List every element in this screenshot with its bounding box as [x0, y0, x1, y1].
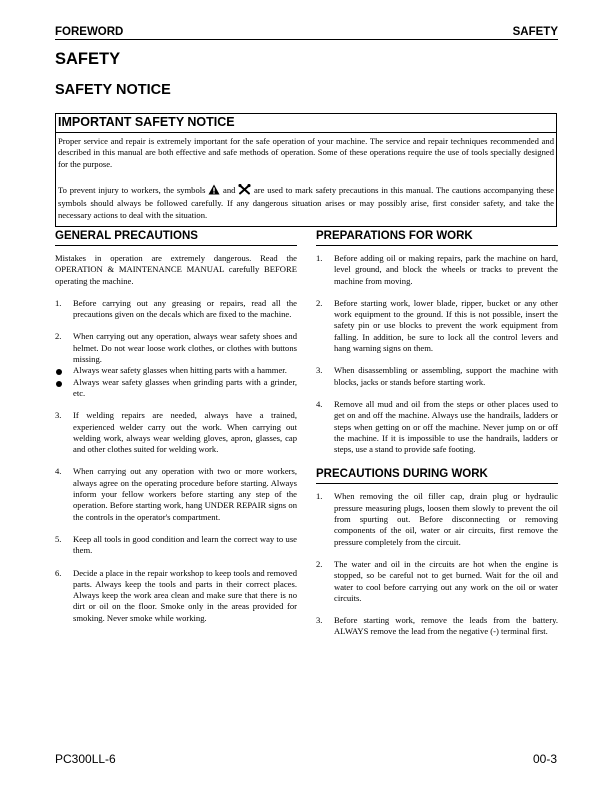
notice-divider: [56, 132, 556, 133]
preparations-heading: PREPARATIONS FOR WORK: [316, 229, 558, 246]
wrench-crossed-icon: [238, 184, 251, 198]
preparations-list: [316, 253, 558, 455]
general-list: [55, 298, 297, 365]
notice-p2-start: To prevent injury to workers, the symbols: [58, 185, 206, 195]
list-item: 2. Before starting work, lower blade, ripper, bucket or any other work equipment to the ground. If this is not possible, insert the safety pin or use blocks to prevent the work equipment from falling. In addition, be sure to lock all the control levers and hang warning signs on them.: [316, 297, 558, 354]
list-item: 1. When removing the oil filler cap, drain plug or hydraulic pressure measuring plugs, loosen them slowly to prevent the oil from spurting out. Before disconnecting or removing components of the oil, water or air circuits, first remove the pressure completely from the circuit.: [316, 491, 558, 547]
footer-model: PC300LL-6: [55, 752, 116, 766]
header-section: FOREWORD: [55, 26, 124, 38]
general-intro: Mistakes in operation are extremely dangerous. Read the OPERATION & MAINTENANCE MANUAL carefully BEFORE operating the machine.: [55, 253, 297, 286]
during-work-heading: PRECAUTIONS DURING WORK: [316, 467, 558, 484]
bullet-item: Always wear safety glasses when hitting parts with a hammer.: [55, 365, 297, 376]
list-item: 4. When carrying out any operation with two or more workers, always agree on the operating procedure before starting. Always inform your fellow workers before starting any step of the operation. Before starting work, hang UNDER REPAIR signs on the controls in the operator's compartment.: [55, 466, 297, 522]
list-item: 1. Before carrying out any greasing or repairs, read all the precautions given on the decals which are fixed to the machine.: [55, 297, 297, 320]
header-topic: SAFETY: [512, 26, 558, 38]
notice-paragraph-2: [58, 184, 554, 221]
notice-paragraph-1: Proper service and repair is extremely important for the safe operation of your machine. The service and repair techniques recommended and described in this manual are both effective and safe methods of operation. Some of these operations require the use of tools specially designed for the purpose.: [58, 136, 554, 169]
list-item: 1. Before adding oil or making repairs, park the machine on hard, level ground, and block the wheels or tracks to prevent the machine from moving.: [316, 253, 558, 286]
list-item: 4. Remove all mud and oil from the steps or other places used to get on and off the machine. Always use the handrails, ladders or steps when getting on or off the machine. Never jump on or off the machine. If it is impossible to use the handrails, ladders or steps, use a stand to provide safe footing.: [316, 398, 558, 455]
list-item: 5. Keep all tools in good condition and learn the correct way to use them.: [55, 533, 297, 556]
general-precautions-heading: GENERAL PRECAUTIONS: [55, 229, 297, 246]
notice-p2-end: are used to mark safety precautions in this manual. The cautions accompanying these symbols should always be followed carefully. If any dangerous situation arises or may possibly arise, first consider safety, and take the necessary actions to deal with the situation.: [58, 185, 554, 220]
bullet-icon: [56, 369, 62, 375]
list-item: 2. The water and oil in the circuits are hot when the engine is stopped, so be careful not to get burned. Wait for the oil and water to cool before carrying out any work on the oil or water circuits.: [316, 558, 558, 603]
bullet-item: Always wear safety glasses when grinding parts with a grinder, etc.: [55, 377, 297, 400]
notice-p2-and: and: [223, 185, 236, 195]
important-notice-box: [55, 113, 557, 227]
right-column: [316, 229, 558, 638]
list-item: 2. When carrying out any operation, always wear safety shoes and helmet. Do not wear loose work clothes, or clothes with buttons missing.: [55, 331, 297, 365]
general-list-cont: [55, 410, 297, 624]
notice-title: IMPORTANT SAFETY NOTICE: [58, 115, 235, 129]
during-list: [316, 491, 558, 637]
page-header: [55, 26, 558, 40]
section-title: SAFETY NOTICE: [55, 82, 171, 98]
list-item: 6. Decide a place in the repair workshop to keep tools and removed parts. Always keep the tools and parts in their correct places. Always keep the work area clean and make sure that there is no dirt or oil on the floor. Smoke only in the areas provided for smoking. Never smoke while working.: [55, 567, 297, 623]
bullet-list: [55, 365, 297, 399]
page-title: SAFETY: [55, 50, 121, 68]
bullet-icon: [56, 381, 62, 387]
list-item: 3. When disassembling or assembling, support the machine with blocks, jacks or stands before starting work.: [316, 365, 558, 387]
list-item: 3. If welding repairs are needed, always have a trained, experienced welder carry out the work. When carrying out welding work, always wear welding gloves, apron, glasses, cap and other clothes suited for welding work.: [55, 410, 297, 455]
footer-page-number: 00-3: [532, 752, 557, 766]
left-column: [55, 229, 297, 624]
list-item: 3. Before starting work, remove the leads from the battery. ALWAYS remove the lead from the negative (-) terminal first.: [316, 615, 558, 637]
warning-triangle-icon: [208, 184, 220, 198]
